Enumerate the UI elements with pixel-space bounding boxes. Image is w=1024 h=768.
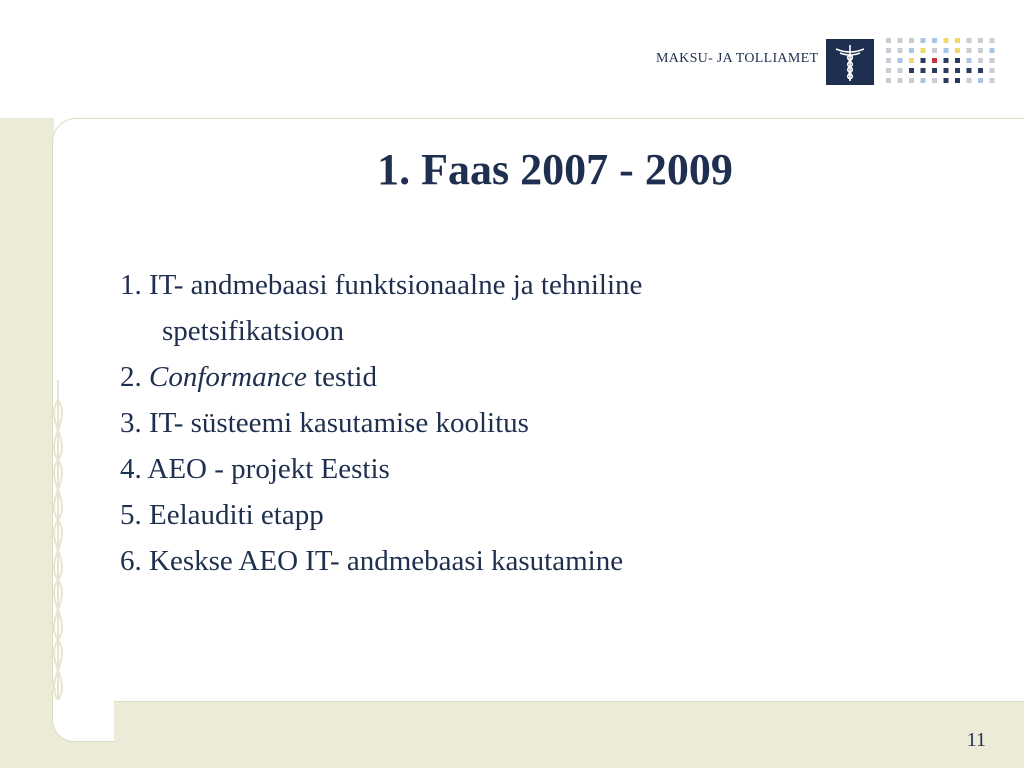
grid-dot (944, 78, 949, 83)
grid-dot (955, 48, 960, 53)
list-item (120, 354, 880, 400)
grid-dot (921, 78, 926, 83)
grid-dot (955, 38, 960, 43)
grid-dot (909, 78, 914, 83)
grid-dot (886, 78, 891, 83)
grid-dot (886, 58, 891, 63)
grid-dot (932, 38, 937, 43)
grid-dot (967, 38, 972, 43)
list-item: 4. AEO - projekt Eestis (120, 453, 390, 485)
grid-dot (967, 48, 972, 53)
grid-dot (921, 38, 926, 43)
caduceus-watermark-icon (38, 380, 78, 700)
grid-dot (932, 78, 937, 83)
grid-dot (898, 58, 903, 63)
list-item: 6. Keskse AEO IT- andmebaasi kasutamine (120, 545, 624, 577)
grid-dot (898, 78, 903, 83)
grid-dot (909, 38, 914, 43)
bullet-list (120, 262, 880, 584)
grid-dot (978, 78, 983, 83)
grid-dot (990, 68, 995, 73)
list-item-emphasis: Conformance (149, 361, 307, 393)
grid-dot (898, 48, 903, 53)
grid-dot (921, 58, 926, 63)
list-item: 3. IT- süsteemi kasutamise koolitus (120, 407, 529, 439)
caduceus-icon (826, 39, 874, 85)
grid-dot (978, 58, 983, 63)
slide-title: 1. Faas 2007 - 2009 (377, 145, 733, 194)
grid-dot (921, 68, 926, 73)
list-item-number: 2. (120, 361, 142, 393)
grid-dot (955, 78, 960, 83)
list-item-text: testid (306, 361, 377, 393)
grid-dot (944, 58, 949, 63)
grid-dot (886, 48, 891, 53)
dot-grid-icon (886, 38, 1006, 88)
grid-dot (967, 58, 972, 63)
grid-dot (886, 68, 891, 73)
page-number: 11 (966, 729, 986, 751)
grid-dot (955, 58, 960, 63)
grid-dot (898, 38, 903, 43)
grid-dot (886, 38, 891, 43)
list-item-continuation: spetsifikatsioon (162, 315, 345, 347)
grid-dot (990, 78, 995, 83)
grid-dot (944, 48, 949, 53)
list-item-text: 1. IT- andmebaasi funktsionaalne ja tehniline (120, 269, 643, 301)
grid-dot (990, 38, 995, 43)
grid-dot (944, 68, 949, 73)
grid-dot (978, 48, 983, 53)
brand-name: MAKSU- JA TOLLIAMET (656, 51, 819, 66)
grid-dot (944, 38, 949, 43)
grid-dot (978, 68, 983, 73)
bottom-decorative-band (0, 700, 1024, 768)
grid-dot (932, 58, 937, 63)
grid-dot (898, 68, 903, 73)
grid-dot (909, 48, 914, 53)
grid-dot (990, 48, 995, 53)
grid-dot (932, 48, 937, 53)
grid-dot (932, 68, 937, 73)
grid-dot (921, 48, 926, 53)
grid-dot (967, 78, 972, 83)
grid-dot (955, 68, 960, 73)
grid-dot (909, 58, 914, 63)
grid-dot (909, 68, 914, 73)
list-item (120, 262, 880, 354)
grid-dot (978, 38, 983, 43)
grid-dot (990, 58, 995, 63)
list-item: 5. Eelauditi etapp (120, 499, 324, 531)
grid-dot (967, 68, 972, 73)
